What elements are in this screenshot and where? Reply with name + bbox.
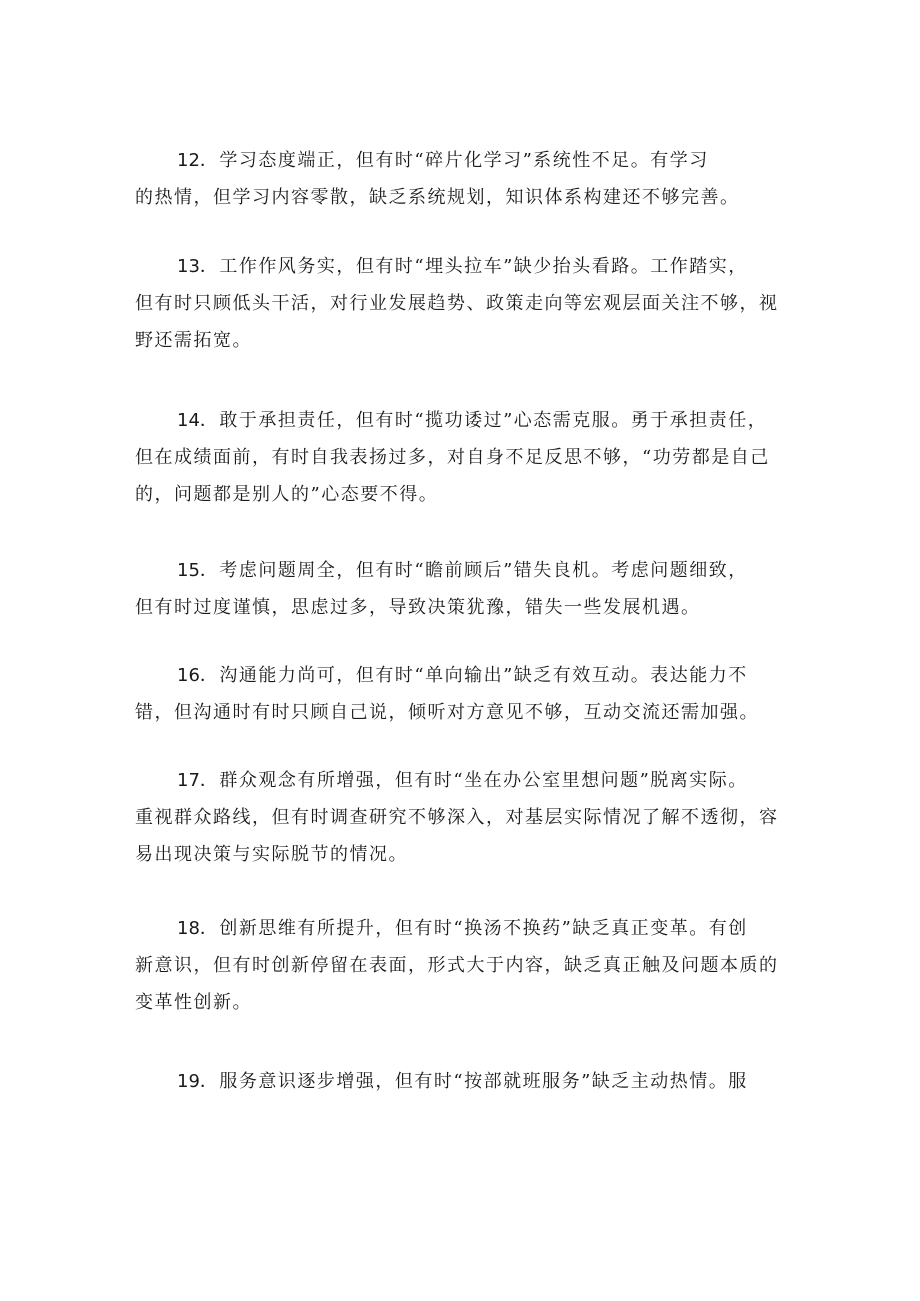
item-line: 15．考虑问题周全，但有时“瞻前顾后”错失良机。考虑问题细致， — [177, 560, 748, 581]
item-line: 的热情，但学习内容零散，缺乏系统规划，知识体系构建还不够完善。 — [135, 187, 740, 208]
item-line: 14．敢于承担责任，但有时“揽功诿过”心态需克服。勇于承担责任， — [177, 410, 768, 431]
item-15 — [135, 552, 785, 626]
item-14 — [135, 402, 785, 513]
item-12 — [135, 142, 785, 216]
item-number: 14 — [177, 410, 200, 431]
item-number: 16 — [177, 665, 200, 686]
item-line: 但有时只顾低头干活，对行业发展趋势、政策走向等宏观层面关注不够，视 — [135, 293, 779, 314]
item-16 — [135, 657, 785, 731]
item-line: 12．学习态度端正，但有时“碎片化学习”系统性不足。有学习 — [177, 150, 709, 171]
item-line: 错，但沟通时有时只顾自己说，倾听对方意见不够，互动交流还需加强。 — [135, 702, 759, 723]
item-17 — [135, 762, 785, 873]
item-line: 变革性创新。 — [135, 992, 252, 1013]
item-line: 但有时过度谨慎，思虑过多，导致决策犹豫，错失一些发展机遇。 — [135, 597, 701, 618]
item-line: 野还需拓宽。 — [135, 330, 252, 351]
item-line: 新意识，但有时创新停留在表面，形式大于内容，缺乏真正触及问题本质的 — [135, 955, 779, 976]
item-number: 15 — [177, 560, 200, 581]
item-18 — [135, 910, 785, 1021]
item-line: 13．工作作风务实，但有时“埋头拉车”缺少抬头看路。工作踏实， — [177, 256, 748, 277]
item-number: 18 — [177, 918, 200, 939]
item-number: 19 — [177, 1071, 200, 1092]
item-number: 13 — [177, 256, 200, 277]
item-line: 19．服务意识逐步增强，但有时“按部就班服务”缺乏主动热情。服 — [177, 1071, 748, 1092]
item-number: 17 — [177, 770, 200, 791]
item-number: 12 — [177, 150, 200, 171]
item-line: 16．沟通能力尚可，但有时“单向输出”缺乏有效互动。表达能力不 — [177, 665, 748, 686]
item-line: 易出现决策与实际脱节的情况。 — [135, 844, 408, 865]
item-line: 17．群众观念有所增强，但有时“坐在办公室里想问题”脱离实际。 — [177, 770, 748, 791]
item-19 — [135, 1063, 785, 1100]
item-line: 但在成绩面前，有时自我表扬过多，对自身不足反思不够，“功劳都是自己 — [135, 447, 770, 468]
item-line: 18．创新思维有所提升，但有时“换汤不换药”缺乏真正变革。有创 — [177, 918, 748, 939]
item-line: 的，问题都是别人的”心态要不得。 — [135, 484, 439, 505]
item-13 — [135, 248, 785, 359]
item-line: 重视群众路线，但有时调查研究不够深入，对基层实际情况了解不透彻，容 — [135, 807, 779, 828]
